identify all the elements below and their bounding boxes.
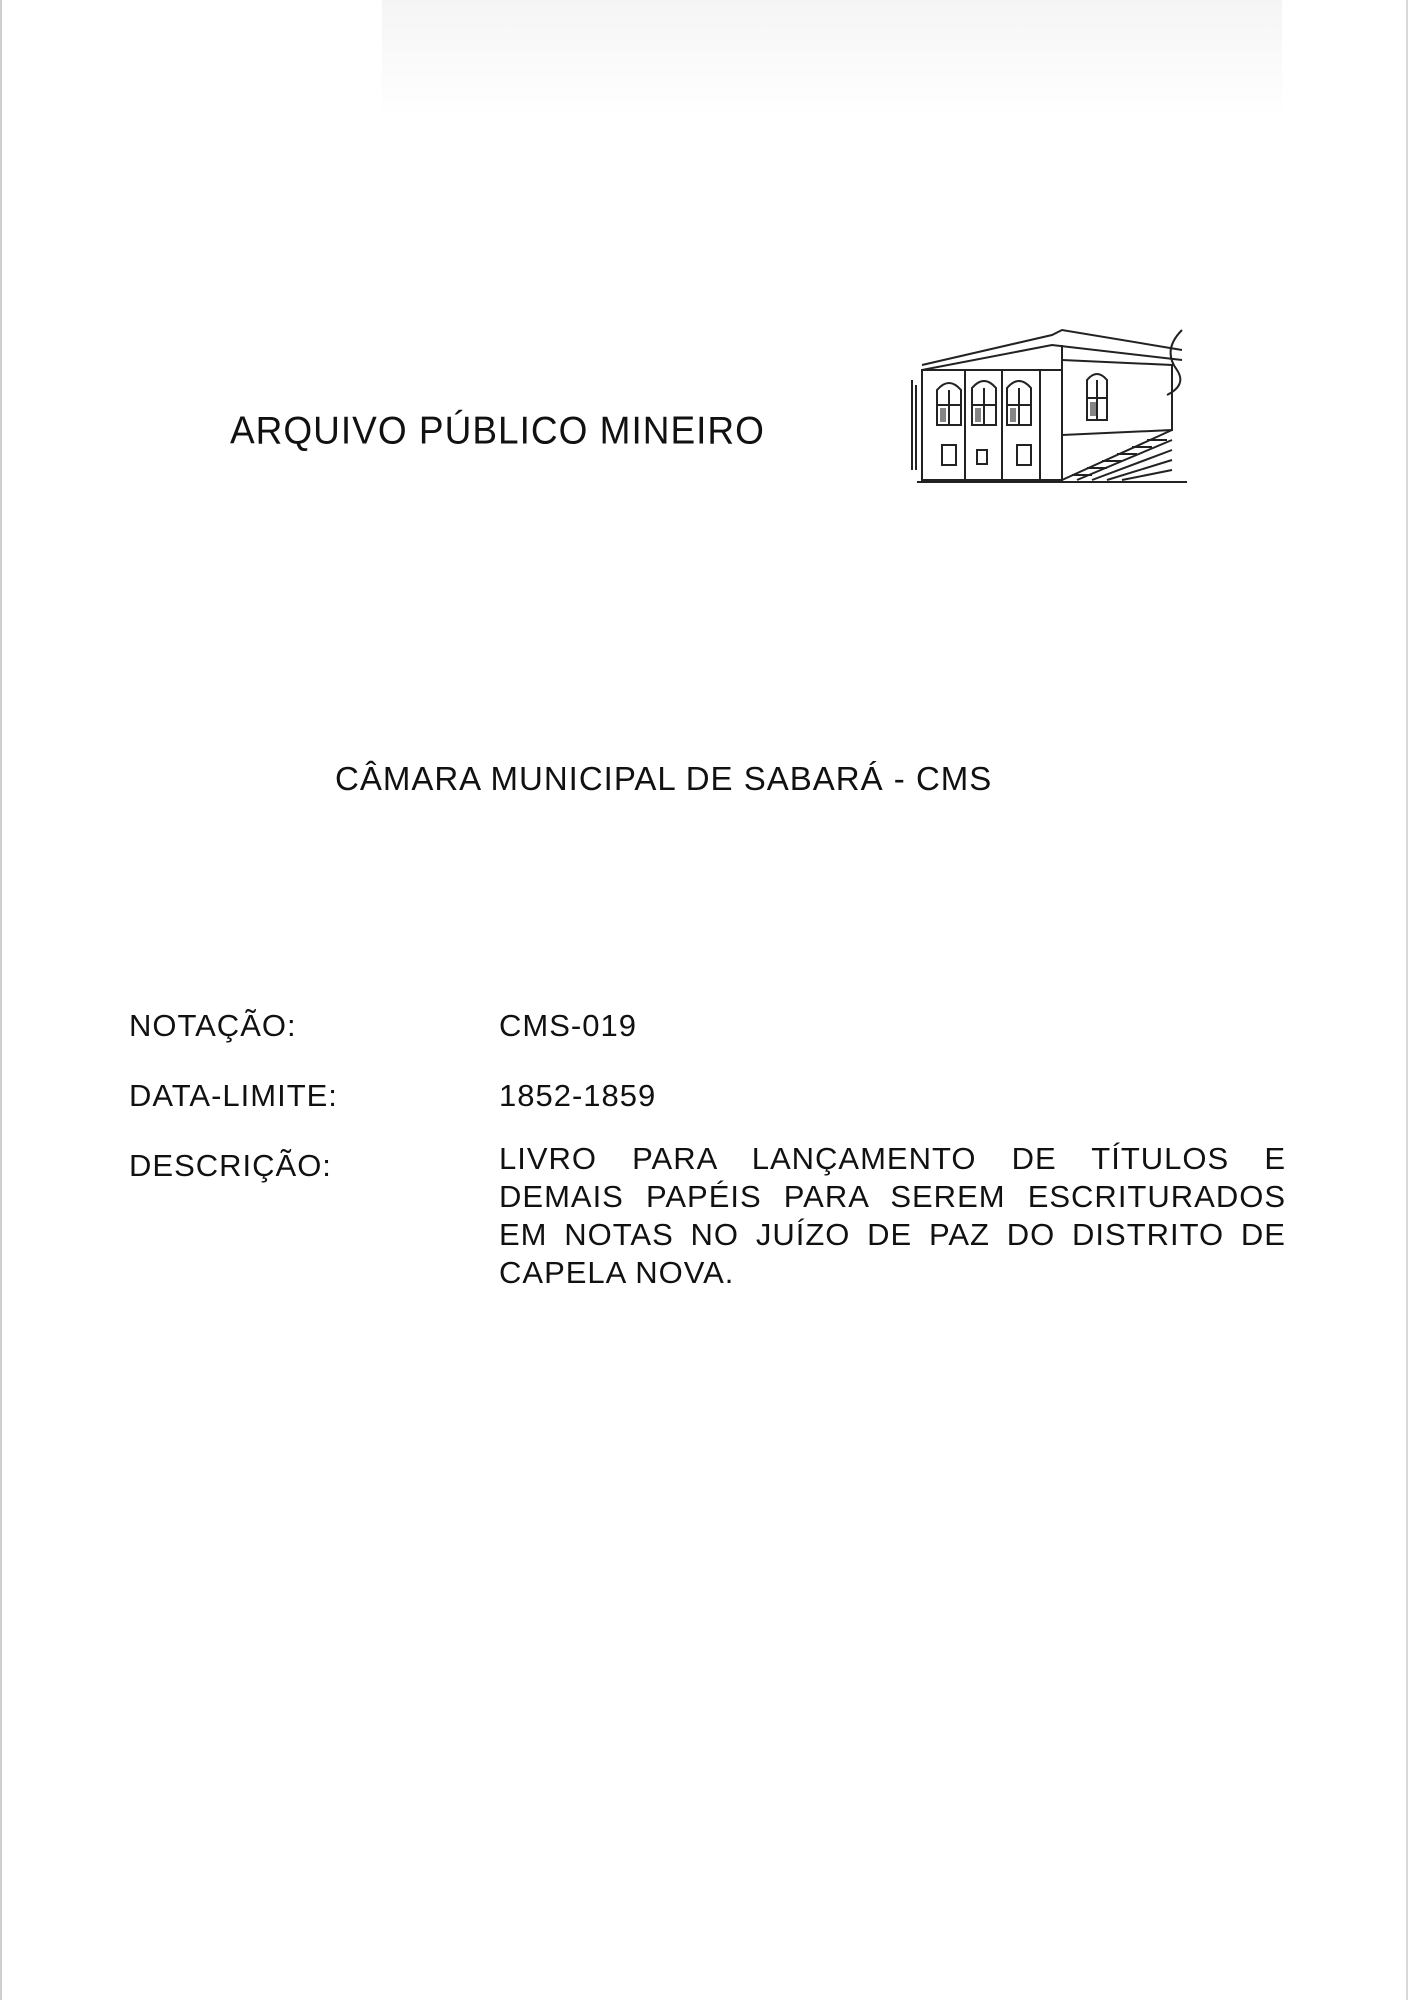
descricao-label: DESCRIÇÃO: (129, 1148, 332, 1183)
fonds-title: CÂMARA MUNICIPAL DE SABARÁ - CMS (335, 760, 993, 797)
institution-title: ARQUIVO PÚBLICO MINEIRO (230, 408, 765, 452)
data-limite-value: 1852-1859 (499, 1078, 657, 1113)
building-logo-icon (902, 310, 1202, 515)
notacao-value: CMS-019 (499, 1008, 637, 1043)
descricao-value: LIVRO PARA LANÇAMENTO DE TÍTULOS E DEMAIS PAPÉIS PARA SEREM ESCRITURADOS EM NOTAS NO JUÍZO DE PAZ DO DISTRITO DE CAPELA NOVA. (499, 1141, 1286, 1290)
notacao-label: NOTAÇÃO: (129, 1008, 297, 1043)
scan-shadow (382, 0, 1282, 120)
data-limite-label: DATA-LIMITE: (129, 1078, 338, 1113)
